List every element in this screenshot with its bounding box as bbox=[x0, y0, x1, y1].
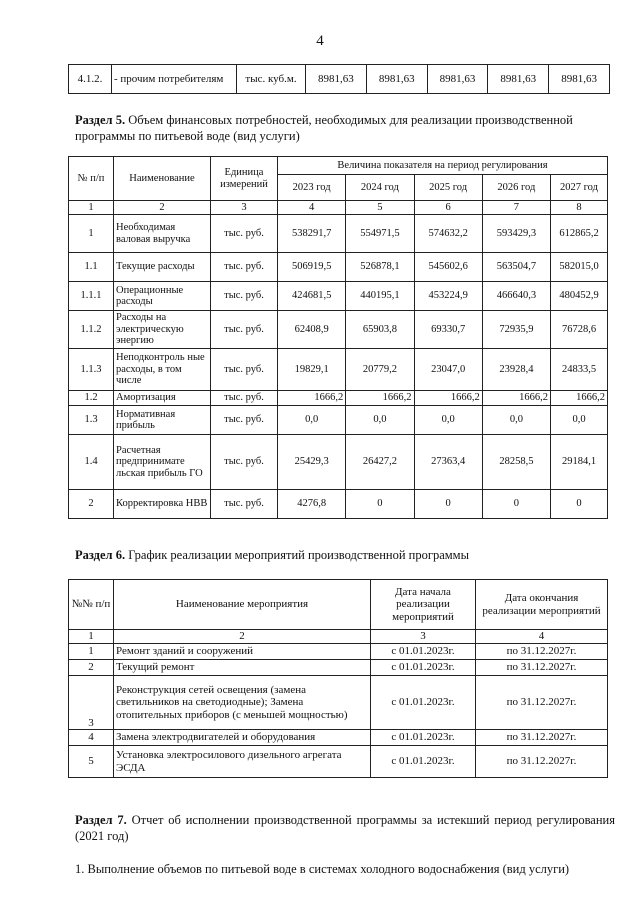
row-number: 1.1.3 bbox=[69, 349, 114, 391]
table-cell: 65903,8 bbox=[346, 311, 414, 349]
table-cell: 480452,9 bbox=[551, 282, 608, 311]
row-name: Расчетная предпринимате льская прибыль ГО bbox=[114, 435, 211, 490]
table-row bbox=[69, 746, 608, 778]
row-unit: тыс. руб. bbox=[211, 490, 278, 519]
table-cell: 0,0 bbox=[482, 406, 550, 435]
header-end: Дата окончания реализации мероприятий bbox=[476, 580, 608, 630]
row-name: Ремонт зданий и сооружений bbox=[114, 644, 371, 660]
row-name: Корректировка НВВ bbox=[114, 490, 211, 519]
row-number: 4 bbox=[69, 730, 114, 746]
section5-title bbox=[75, 112, 615, 144]
table-cell: 27363,4 bbox=[414, 435, 482, 490]
header-start: Дата начала реализации мероприятий bbox=[371, 580, 476, 630]
row-unit: тыс. руб. bbox=[211, 435, 278, 490]
header-year: 2026 год bbox=[482, 175, 550, 201]
table-row bbox=[69, 490, 608, 519]
row-unit: тыс. руб. bbox=[211, 253, 278, 282]
table-cell: 554971,5 bbox=[346, 215, 414, 253]
table-cell: 1666,2 bbox=[346, 391, 414, 406]
row-name: Реконструкция сетей освещения (замена светильников на светодиодные); Замена отопительных приборов (с меньшей мощностью) bbox=[114, 676, 371, 730]
col-number: 4 bbox=[278, 201, 346, 215]
table-cell: 0,0 bbox=[551, 406, 608, 435]
table-cell: 440195,1 bbox=[346, 282, 414, 311]
column-numbers-row bbox=[69, 201, 608, 215]
table-row bbox=[69, 253, 608, 282]
header-name: Наименование bbox=[114, 157, 211, 201]
row-start: с 01.01.2023г. bbox=[371, 644, 476, 660]
row-name: Установка электросилового дизельного агрегата ЭСДА bbox=[114, 746, 371, 778]
table-cell: 8981,63 bbox=[488, 65, 549, 94]
table-cell: 0,0 bbox=[278, 406, 346, 435]
header-num: №№ п/п bbox=[69, 580, 114, 630]
table-cell: 8981,63 bbox=[366, 65, 427, 94]
table-cell: 0 bbox=[346, 490, 414, 519]
section6-title-bold: Раздел 6. bbox=[75, 548, 126, 562]
section6-title-text: График реализации мероприятий производственной программы bbox=[125, 548, 469, 562]
table-cell: 0 bbox=[482, 490, 550, 519]
section6-title bbox=[75, 547, 615, 563]
row-name: Текущий ремонт bbox=[114, 660, 371, 676]
table-row bbox=[69, 644, 608, 660]
table-cell: 466640,3 bbox=[482, 282, 550, 311]
table-header-row bbox=[69, 580, 608, 630]
table-row bbox=[69, 391, 608, 406]
table-cell: 1666,2 bbox=[414, 391, 482, 406]
col-number: 7 bbox=[482, 201, 550, 215]
row-number: 1 bbox=[69, 644, 114, 660]
row-unit: тыс. руб. bbox=[211, 311, 278, 349]
col-number: 5 bbox=[346, 201, 414, 215]
row-number: 1.1.2 bbox=[69, 311, 114, 349]
table-cell: 76728,6 bbox=[551, 311, 608, 349]
table-cell: 72935,9 bbox=[482, 311, 550, 349]
row-name: Текущие расходы bbox=[114, 253, 211, 282]
row-end: по 31.12.2027г. bbox=[476, 660, 608, 676]
header-year: 2027 год bbox=[551, 175, 608, 201]
table-row bbox=[69, 730, 608, 746]
table-cell: 24833,5 bbox=[551, 349, 608, 391]
col-number: 4 bbox=[476, 630, 608, 644]
col-number: 8 bbox=[551, 201, 608, 215]
header-year: 2025 год bbox=[414, 175, 482, 201]
header-period: Величина показателя на период регулирования bbox=[278, 157, 608, 175]
row-number: 2 bbox=[69, 490, 114, 519]
header-year: 2023 год bbox=[278, 175, 346, 201]
table-cell: 1666,2 bbox=[482, 391, 550, 406]
table-cell: 23047,0 bbox=[414, 349, 482, 391]
table-cell: 424681,5 bbox=[278, 282, 346, 311]
table-cell: 526878,1 bbox=[346, 253, 414, 282]
row-end: по 31.12.2027г. bbox=[476, 644, 608, 660]
row-start: с 01.01.2023г. bbox=[371, 730, 476, 746]
row-number: 3 bbox=[69, 676, 114, 730]
table-cell: 453224,9 bbox=[414, 282, 482, 311]
table-cell: 8981,63 bbox=[306, 65, 367, 94]
row-start: с 01.01.2023г. bbox=[371, 746, 476, 778]
top-table bbox=[68, 64, 610, 94]
table-cell: 25429,3 bbox=[278, 435, 346, 490]
section7-title-text: Отчет об исполнении производственной программы за истекший период регулирования (2021 год) bbox=[75, 813, 615, 843]
table-cell: 1666,2 bbox=[551, 391, 608, 406]
row-name: Необходимая валовая выручка bbox=[114, 215, 211, 253]
row-end: по 31.12.2027г. bbox=[476, 730, 608, 746]
row-name: Расходы на электрическую энергию bbox=[114, 311, 211, 349]
table-cell: 506919,5 bbox=[278, 253, 346, 282]
row-end: по 31.12.2027г. bbox=[476, 676, 608, 730]
header-year: 2024 год bbox=[346, 175, 414, 201]
table-cell: 0 bbox=[551, 490, 608, 519]
table-row bbox=[69, 660, 608, 676]
col-number: 3 bbox=[371, 630, 476, 644]
table-cell: 593429,3 bbox=[482, 215, 550, 253]
header-unit: Единица измерений bbox=[211, 157, 278, 201]
table-cell: 26427,2 bbox=[346, 435, 414, 490]
table-cell: 612865,2 bbox=[551, 215, 608, 253]
section7-title-bold: Раздел 7. bbox=[75, 813, 127, 827]
row-unit: тыс. руб. bbox=[211, 282, 278, 311]
table-cell: 538291,7 bbox=[278, 215, 346, 253]
paragraph-text: 1. Выполнение объемов по питьевой воде в системах холодного водоснабжения (вид услуги) bbox=[75, 862, 570, 876]
table-cell: 0,0 bbox=[414, 406, 482, 435]
financial-needs-table bbox=[68, 156, 608, 519]
table-cell: 23928,4 bbox=[482, 349, 550, 391]
header-num: № п/п bbox=[69, 157, 114, 201]
table-row bbox=[69, 215, 608, 253]
table-cell: 69330,7 bbox=[414, 311, 482, 349]
row-number: 1.2 bbox=[69, 391, 114, 406]
row-number: 1.1 bbox=[69, 253, 114, 282]
row-number: 5 bbox=[69, 746, 114, 778]
table-cell: 62408,9 bbox=[278, 311, 346, 349]
row-unit: тыс. руб. bbox=[211, 215, 278, 253]
row-name: Операционные расходы bbox=[114, 282, 211, 311]
section5-title-bold: Раздел 5. bbox=[75, 113, 126, 127]
row-start: с 01.01.2023г. bbox=[371, 660, 476, 676]
table-row bbox=[69, 435, 608, 490]
row-number: 1.1.1 bbox=[69, 282, 114, 311]
col-number: 6 bbox=[414, 201, 482, 215]
row-name: Амортизация bbox=[114, 391, 211, 406]
table-row bbox=[69, 406, 608, 435]
row-name: Нормативная прибыль bbox=[114, 406, 211, 435]
table-cell: 545602,6 bbox=[414, 253, 482, 282]
table-cell: 28258,5 bbox=[482, 435, 550, 490]
row-unit: тыс. руб. bbox=[211, 349, 278, 391]
table-cell: 8981,63 bbox=[427, 65, 488, 94]
col-number: 2 bbox=[114, 630, 371, 644]
page-number: 4 bbox=[316, 33, 324, 49]
table-header-row bbox=[69, 157, 608, 175]
table-row bbox=[69, 65, 610, 94]
row-unit: тыс. руб. bbox=[211, 391, 278, 406]
col-number: 1 bbox=[69, 630, 114, 644]
table-row bbox=[69, 349, 608, 391]
row-number: 1.3 bbox=[69, 406, 114, 435]
row-name: Неподконтроль ные расходы, в том числе bbox=[114, 349, 211, 391]
section7-title bbox=[75, 812, 615, 844]
schedule-table bbox=[68, 579, 608, 778]
row-number: 2 bbox=[69, 660, 114, 676]
col-number: 1 bbox=[69, 201, 114, 215]
table-cell: 574632,2 bbox=[414, 215, 482, 253]
col-number: 3 bbox=[211, 201, 278, 215]
row-number: 1 bbox=[69, 215, 114, 253]
row-unit: тыс. руб. bbox=[211, 406, 278, 435]
column-numbers-row bbox=[69, 630, 608, 644]
table-cell: 563504,7 bbox=[482, 253, 550, 282]
table-cell: 20779,2 bbox=[346, 349, 414, 391]
table-row bbox=[69, 282, 608, 311]
table-cell: 29184,1 bbox=[551, 435, 608, 490]
section5-title-text: Объем финансовых потребностей, необходимых для реализации производственной программы по питьевой воде (вид услуги) bbox=[75, 113, 573, 143]
table-row bbox=[69, 676, 608, 730]
table-cell: 0,0 bbox=[346, 406, 414, 435]
table-cell: 19829,1 bbox=[278, 349, 346, 391]
row-number: 4.1.2. bbox=[69, 65, 112, 94]
row-unit: тыс. куб.м. bbox=[237, 65, 306, 94]
row-name: Замена электродвигателей и оборудования bbox=[114, 730, 371, 746]
table-cell: 582015,0 bbox=[551, 253, 608, 282]
table-cell: 8981,63 bbox=[549, 65, 610, 94]
table-cell: 4276,8 bbox=[278, 490, 346, 519]
header-name: Наименование мероприятия bbox=[114, 580, 371, 630]
row-end: по 31.12.2027г. bbox=[476, 746, 608, 778]
col-number: 2 bbox=[114, 201, 211, 215]
table-row bbox=[69, 311, 608, 349]
row-start: с 01.01.2023г. bbox=[371, 676, 476, 730]
row-name: - прочим потребителям bbox=[112, 65, 237, 94]
row-number: 1.4 bbox=[69, 435, 114, 490]
table-cell: 1666,2 bbox=[278, 391, 346, 406]
table-cell: 0 bbox=[414, 490, 482, 519]
